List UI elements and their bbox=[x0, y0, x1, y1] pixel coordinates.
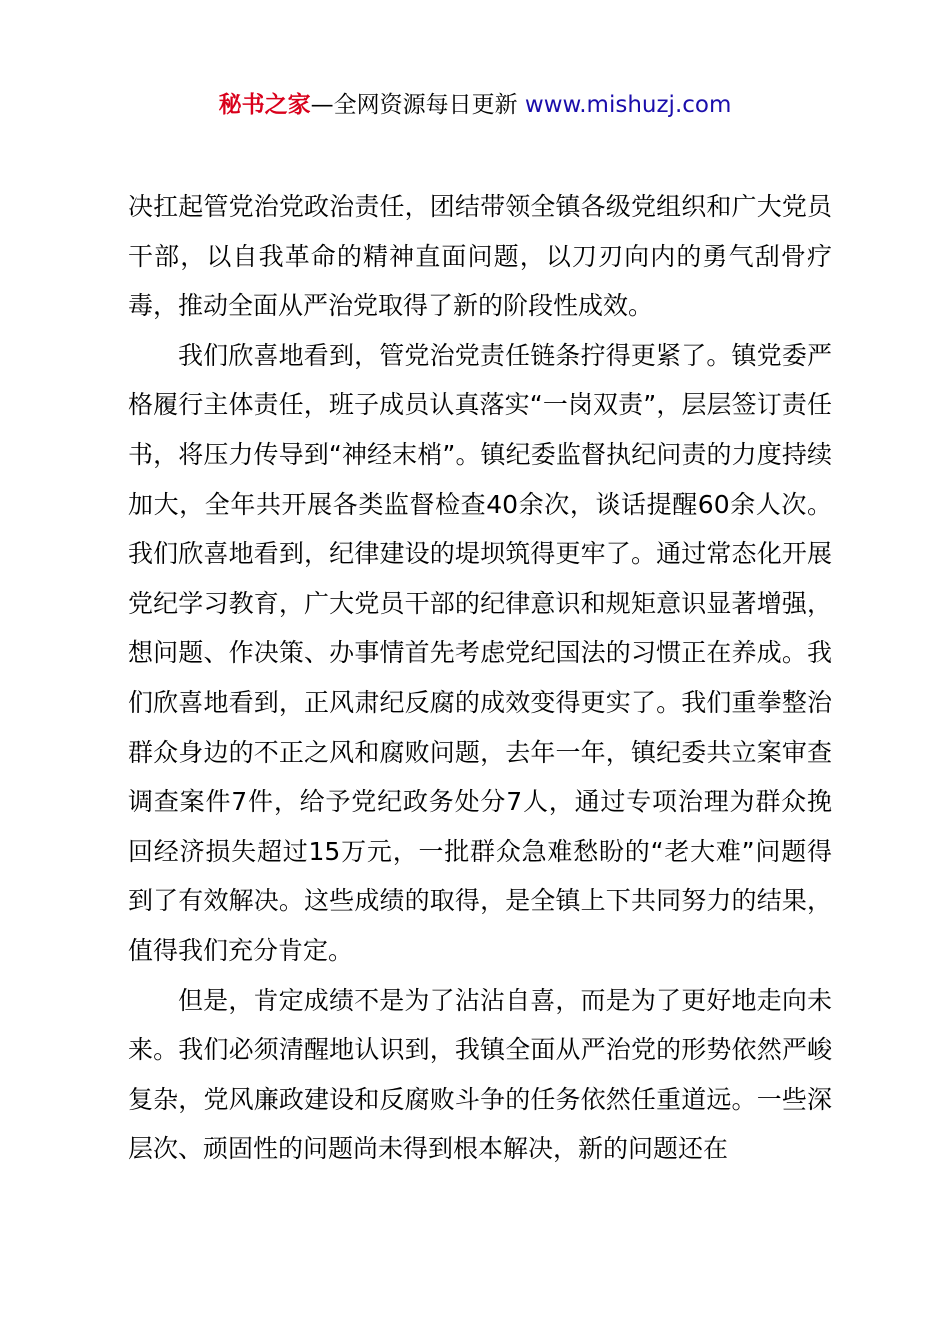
document-body bbox=[128, 182, 832, 1174]
paragraph-2: 我们欣喜地看到，管党治党责任链条拧得更紧了。镇党委严格履行主体责任，班子成员认真落实“一岗双责”，层层签订责任书，将压力传导到“神经末梢”。镇纪委监督执纪问责的力度持续加大，全年共开展各类监督检查40余次，谈话提醒60余人次。我们欣喜地看到，纪律建设的堤坝筑得更牢了。通过常态化开展党纪学习教育，广大党员干部的纪律意识和规矩意识显著增强，想问题、作决策、办事情首先考虑党纪国法的习惯正在养成。我们欣喜地看到，正风肃纪反腐的成效变得更实了。我们重拳整治群众身边的不正之风和腐败问题，去年一年，镇纪委共立案审查调查案件7件，给予党纪政务处分7人，通过专项治理为群众挽回经济损失超过15万元，一批群众急难愁盼的“老大难”问题得到了有效解决。这些成绩的取得，是全镇上下共同努力的结果，值得我们充分肯定。 bbox=[128, 340, 832, 965]
page-header bbox=[0, 88, 950, 122]
paragraph-3: 但是，肯定成绩不是为了沾沾自喜，而是为了更好地走向未来。我们必须清醒地认识到，我镇全面从严治党的形势依然严峻复杂，党风廉政建设和反腐败斗争的任务依然任重道远。一些深层次、顽固性的问题尚未得到根本解决，新的问题还在 bbox=[128, 985, 832, 1164]
brand-name: 秘书之家 bbox=[218, 92, 311, 118]
header-tagline: —全网资源每日更新 bbox=[310, 92, 525, 118]
paragraph-1: 决扛起管党治党政治责任，团结带领全镇各级党组织和广大党员干部，以自我革命的精神直面问题，以刀刃向内的勇气刮骨疗毒，推动全面从严治党取得了新的阶段性成效。 bbox=[128, 192, 832, 321]
site-url-link[interactable]: www.mishuzj.com bbox=[524, 92, 732, 118]
